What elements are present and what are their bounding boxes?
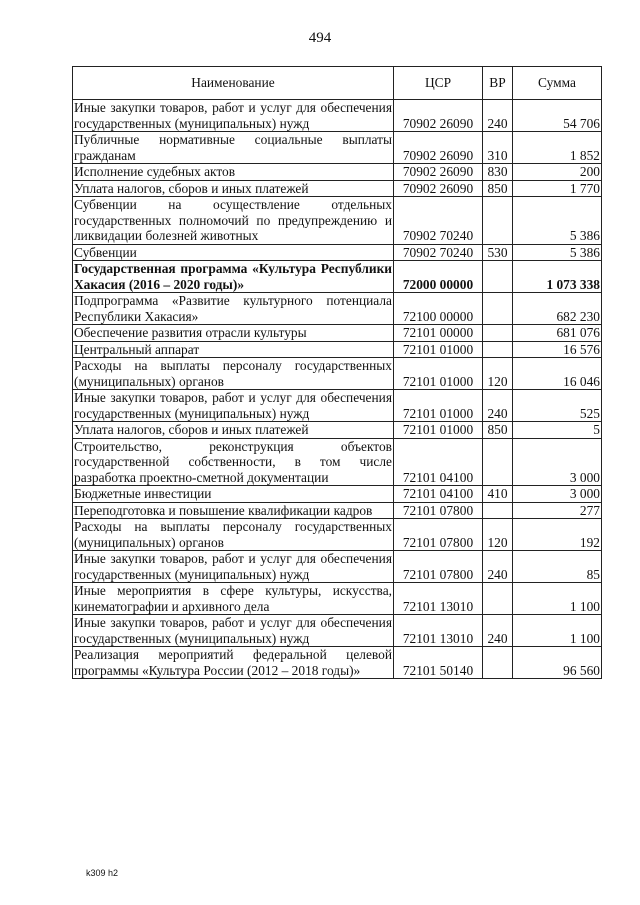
table-row [73, 244, 602, 261]
row-name: Публичные нормативные социальные выплаты гражданам [74, 132, 392, 163]
row-vr: 850 [483, 422, 513, 439]
row-csr: 72100 00000 [394, 293, 483, 325]
row-sum: 96 560 [513, 647, 602, 679]
table-row [73, 180, 602, 197]
table-header-row [73, 67, 602, 100]
row-csr: 72101 50140 [394, 647, 483, 679]
row-name: Иные закупки товаров, работ и услуг для обеспечения государственных (муниципальных) нужд [74, 390, 392, 421]
row-vr: 240 [483, 551, 513, 583]
table-row [73, 422, 602, 439]
row-name: Иные мероприятия в сфере культуры, искусства, кинематографии и архивного дела [74, 583, 392, 614]
row-csr: 72101 01000 [394, 358, 483, 390]
row-sum: 277 [513, 502, 602, 519]
table-row [73, 390, 602, 422]
row-name: Подпрограмма «Развитие культурного потенциала Республики Хакасия» [74, 293, 392, 324]
row-name: Иные закупки товаров, работ и услуг для обеспечения государственных (муниципальных) нужд [74, 615, 392, 646]
row-vr: 410 [483, 486, 513, 503]
table-row [73, 647, 602, 679]
row-name: Иные закупки товаров, работ и услуг для обеспечения государственных (муниципальных) нужд [74, 551, 392, 582]
row-vr: 830 [483, 164, 513, 181]
header-sum: Сумма [513, 67, 602, 100]
table-row [73, 197, 602, 245]
row-name: Расходы на выплаты персоналу государственных (муниципальных) органов [74, 519, 392, 550]
row-vr: 120 [483, 358, 513, 390]
table-row [73, 261, 602, 293]
row-sum: 5 [513, 422, 602, 439]
row-sum: 1 100 [513, 615, 602, 647]
table-row [73, 438, 602, 486]
table-row [73, 132, 602, 164]
row-sum: 5 386 [513, 244, 602, 261]
row-csr: 72101 07800 [394, 502, 483, 519]
table-row [73, 486, 602, 503]
row-vr [483, 502, 513, 519]
row-vr: 310 [483, 132, 513, 164]
row-csr: 72101 00000 [394, 325, 483, 342]
row-name: Строительство, реконструкция объектов государственной собственности, в том числе разработка проектно-сметной документации [74, 438, 392, 485]
row-csr: 72000 00000 [394, 261, 483, 293]
header-name: Наименование [73, 67, 394, 100]
page-number: 494 [308, 30, 332, 46]
row-name: Государственная программа «Культура Республики Хакасия (2016 – 2020 годы)» [74, 261, 392, 292]
row-vr: 120 [483, 519, 513, 551]
row-sum: 1 770 [513, 180, 602, 197]
table-row [73, 583, 602, 615]
row-vr: 240 [483, 390, 513, 422]
row-csr: 72101 04100 [394, 438, 483, 486]
row-sum: 681 076 [513, 325, 602, 342]
row-vr [483, 293, 513, 325]
row-name: Уплата налогов, сборов и иных платежей [73, 180, 394, 197]
row-name: Бюджетные инвестиции [73, 486, 394, 503]
table-row [73, 502, 602, 519]
budget-table [72, 66, 602, 679]
footer-code: k309 h2 [86, 868, 119, 878]
row-sum: 1 100 [513, 583, 602, 615]
row-csr: 72101 01000 [394, 422, 483, 439]
row-vr [483, 325, 513, 342]
row-vr [483, 341, 513, 358]
table-row [73, 100, 602, 132]
row-name: Переподготовка и повышение квалификации кадров [73, 502, 394, 519]
row-sum: 54 706 [513, 100, 602, 132]
row-csr: 72101 07800 [394, 519, 483, 551]
row-vr [483, 647, 513, 679]
row-sum: 200 [513, 164, 602, 181]
row-vr: 240 [483, 100, 513, 132]
row-name: Субвенции на осуществление отдельных государственных полномочий по предупреждению и ликвидации болезней животных [74, 197, 392, 243]
table-body [73, 100, 602, 679]
row-name: Субвенции [73, 244, 394, 261]
row-sum: 682 230 [513, 293, 602, 325]
row-sum: 16 046 [513, 358, 602, 390]
row-sum: 1 073 338 [513, 261, 602, 293]
row-sum: 192 [513, 519, 602, 551]
row-csr: 72101 07800 [394, 551, 483, 583]
table-row [73, 551, 602, 583]
row-csr: 70902 70240 [394, 197, 483, 245]
row-csr: 72101 13010 [394, 615, 483, 647]
row-sum: 3 000 [513, 438, 602, 486]
row-vr: 850 [483, 180, 513, 197]
table-row [73, 358, 602, 390]
table-row [73, 615, 602, 647]
row-csr: 72101 04100 [394, 486, 483, 503]
row-csr: 70902 26090 [394, 164, 483, 181]
table-row [73, 519, 602, 551]
row-csr: 70902 26090 [394, 100, 483, 132]
row-csr: 72101 01000 [394, 390, 483, 422]
row-name: Реализация мероприятий федеральной целевой программы «Культура России (2012 – 2018 годы)» [74, 647, 392, 678]
row-vr [483, 261, 513, 293]
row-sum: 3 000 [513, 486, 602, 503]
row-csr: 72101 13010 [394, 583, 483, 615]
row-csr: 72101 01000 [394, 341, 483, 358]
row-vr: 530 [483, 244, 513, 261]
table-row [73, 341, 602, 358]
row-vr [483, 197, 513, 245]
table-row [73, 164, 602, 181]
row-name: Центральный аппарат [73, 341, 394, 358]
row-sum: 85 [513, 551, 602, 583]
row-name: Обеспечение развития отрасли культуры [73, 325, 394, 342]
row-name: Исполнение судебных актов [73, 164, 394, 181]
row-name: Иные закупки товаров, работ и услуг для обеспечения государственных (муниципальных) нужд [74, 100, 392, 131]
table-row [73, 325, 602, 342]
header-csr: ЦСР [394, 67, 483, 100]
row-csr: 70902 26090 [394, 132, 483, 164]
row-sum: 1 852 [513, 132, 602, 164]
row-csr: 70902 26090 [394, 180, 483, 197]
header-vr: ВР [483, 67, 513, 100]
row-vr: 240 [483, 615, 513, 647]
row-name: Расходы на выплаты персоналу государственных (муниципальных) органов [74, 358, 392, 389]
row-name: Уплата налогов, сборов и иных платежей [73, 422, 394, 439]
row-sum: 525 [513, 390, 602, 422]
row-sum: 5 386 [513, 197, 602, 245]
table-row [73, 293, 602, 325]
row-vr [483, 438, 513, 486]
row-vr [483, 583, 513, 615]
row-csr: 70902 70240 [394, 244, 483, 261]
row-sum: 16 576 [513, 341, 602, 358]
